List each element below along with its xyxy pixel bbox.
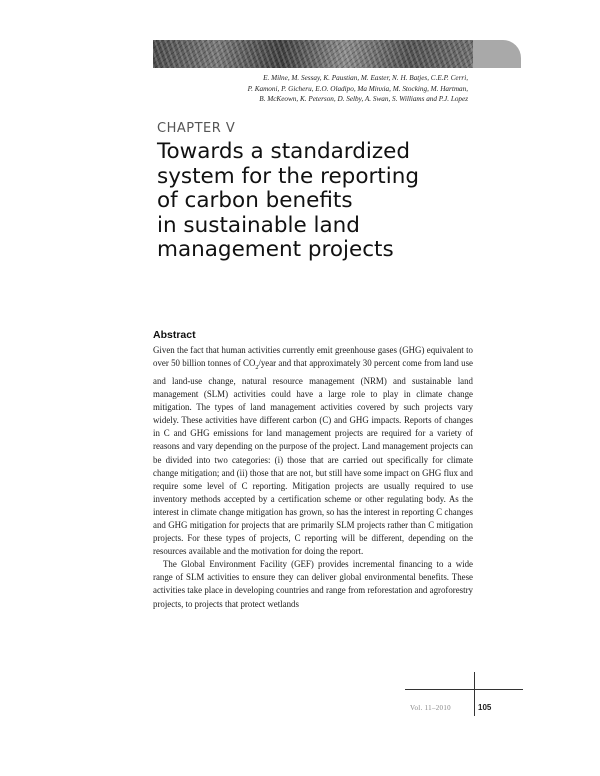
title-line: Towards a standardized <box>157 139 411 164</box>
abstract-paragraph: The Global Environment Facility (GEF) provides incremental financing to a wide range of SLM activities to ensure they can deliver global environmental benefits. These activities take place in developing countries and range from reforestation and agroforestry projects, to projects that protect wetlands <box>153 559 473 609</box>
title-line: management projects <box>157 237 394 262</box>
author-list <box>180 73 468 105</box>
folio-horizontal-rule <box>405 689 523 690</box>
volume-label: Vol. 11–2010 <box>410 704 451 712</box>
author-line: B. McKeown, K. Peterson, D. Selby, A. Swan, S. Williams and P.J. Lopez <box>259 95 468 104</box>
title-line: in sustainable land <box>157 212 360 238</box>
subscript: 2 <box>255 364 259 371</box>
abstract-body <box>153 344 473 611</box>
chapter-label: CHAPTER V <box>157 121 236 136</box>
abstract-text: /year and that approximately 30 percent come from land use and land-use change, natural resource management (NRM) and sustainable land management (SLM) activities could have a large role to play in climate change mitigation. The types of land management activities covered by such projects vary widely. These activities have different carbon (C) and GHG impacts. Reports of changes in C and GHG emissions for land management projects are required for a variety of reasons and vary depending on the purpose of the project. Land management projects can be divided into two categories: (i) those that are carried out specifically for climate change mitigation; and (ii) those that are not, but still have some impact on GHG flux and require some level of C reporting. Mitigation projects are usually required to use inventory methods accepted by a certification scheme or other regulating body. As the interest in climate change mitigation has grown, so has the interest in reporting C changes and GHG mitigation for projects that are primarily SLM projects rather than C mitigation projects. For these types of projects, C reporting will be different, depending on the resources available and the motivation for doing the report. <box>153 358 473 557</box>
abstract-text: Given the fact that human activities currently emit greenhouse gases (GHG) equivalent to over 50 billion tonnes of CO <box>153 345 473 369</box>
chapter-title <box>157 140 487 263</box>
folio-vertical-rule <box>474 672 475 716</box>
header-photo-banner <box>153 40 473 68</box>
abstract-paragraph <box>153 344 473 558</box>
abstract-heading: Abstract <box>153 329 196 341</box>
author-line: E. Milne, M. Sessay, K. Paustian, M. Easter, N. H. Batjes, C.E.P. Cerri, <box>263 74 468 82</box>
title-line: system for the reporting <box>157 163 419 189</box>
author-line: P. Kamoni, P. Gicheru, E.O. Oladipo, Ma Minxia, M. Stocking, M. Hartman, <box>247 84 468 93</box>
page-number: 105 <box>478 703 492 712</box>
header-tab <box>473 40 521 68</box>
title-line: of carbon benefits <box>157 188 353 213</box>
